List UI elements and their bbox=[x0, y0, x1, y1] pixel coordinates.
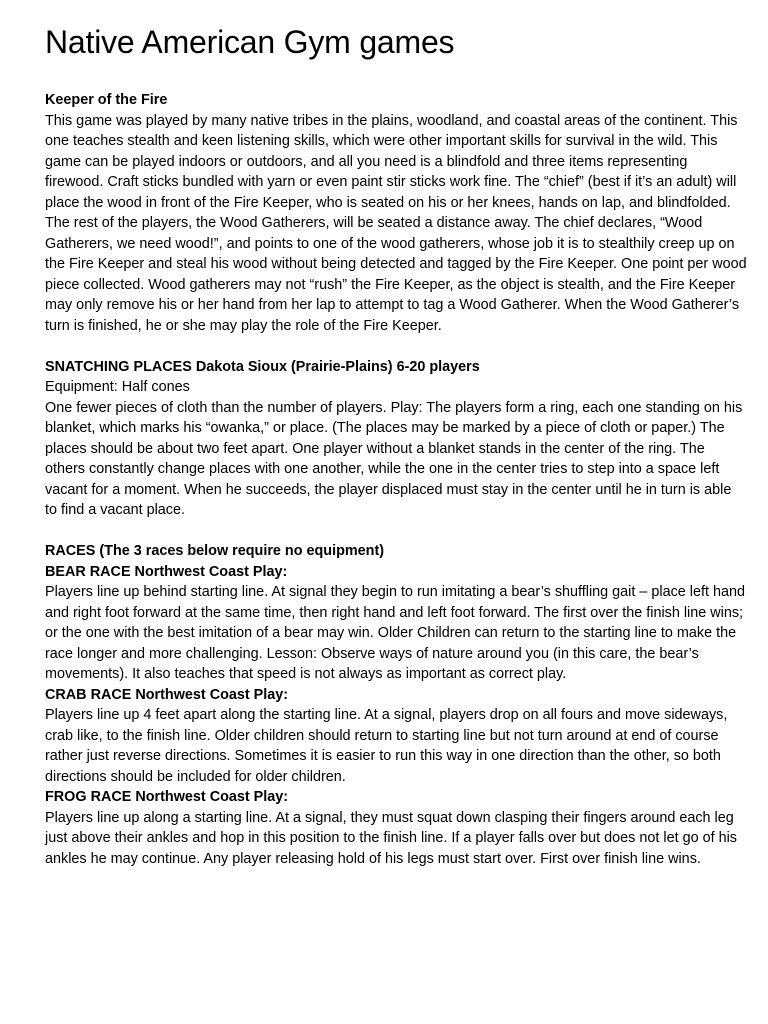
race-heading-frog: FROG RACE Northwest Coast Play: bbox=[45, 789, 289, 805]
section-spacer bbox=[45, 521, 747, 542]
section-keeper-of-the-fire bbox=[45, 90, 747, 336]
section-heading: RACES (The 3 races below require no equipment) bbox=[45, 543, 385, 559]
race-body-bear: Players line up behind starting line. At signal they begin to run imitating a bear’s shuffling gait – place left hand and right foot forward at the same time, then right hand and left foot forward. The first over the finish line wins; or the one with the best imitation of a bear may win. Older Children can return to the starting line to make the race longer and more challenging. Lesson: Observe ways of nature around you (in this care, the bear’s movements). It also teaches that speed is not always as important as correct play. bbox=[45, 584, 745, 682]
equipment-line: Equipment: Half cones bbox=[45, 379, 190, 395]
document-page bbox=[45, 22, 747, 869]
race-heading-crab: CRAB RACE Northwest Coast Play: bbox=[45, 686, 289, 703]
section-snatching-places bbox=[45, 357, 747, 521]
race-body-crab: Players line up 4 feet apart along the starting line. At a signal, players drop on all fours and move sideways, crab like, to the finish line. Older children should return to starting line but not turn around at end of course rather just reverse directions. Sometimes it is easier to run this way in one direction than the other, so both directions should be included for older children. bbox=[45, 707, 728, 785]
section-heading: Keeper of the Fire bbox=[45, 92, 168, 108]
section-spacer bbox=[45, 336, 747, 357]
section-heading: SNATCHING PLACES Dakota Sioux (Prairie-Plains) 6-20 players bbox=[45, 358, 480, 375]
section-body: One fewer pieces of cloth than the number of players. Play: The players form a ring, each one standing on his blanket, which marks his “owanka,” or place. (The places may be marked by a piece of cloth or paper.) The places should be about two feet apart. One player without a blanket stands in the center of the ring. The others constantly change places with one another, while the one in the center tries to step into a space left vacant for a moment. When he succeeds, the player displaced must stay in the center until he in turn is able to find a vacant place. bbox=[45, 399, 743, 518]
section-body: This game was played by many native tribes in the plains, woodland, and coastal areas of the continent. This one teaches stealth and keen listening skills, which were other important skills for survival in the wild. This game can be played indoors or outdoors, and all you need is a blindfold and three items representing firewood. Craft sticks bundled with yarn or even paint stir sticks work fine. The “chief” (best if it’s an adult) will place the wood in front of the Fire Keeper, who is seated on his or her knees, hands on lap, and blindfolded. The rest of the players, the Wood Gatherers, will be seated a distance away. The chief declares, “Wood Gatherers, we need wood!”, and points to one of the wood gatherers, whose job it is to stealthily creep up on the Fire Keeper and steal his wood without being detected and tagged by the Fire Keeper. One point per wood piece collected. Wood gatherers may not “rush” the Fire Keeper, as the object is stealth, and the Fire Keeper may only remove his or her hand from her lap to attempt to tag a Wood Gatherer. When the Wood Gatherer’s turn is finished, he or she may play the role of the Fire Keeper. bbox=[45, 112, 747, 334]
section-races bbox=[45, 541, 747, 869]
race-heading-bear: BEAR RACE Northwest Coast Play: bbox=[45, 563, 288, 580]
document-title: Native American Gym games bbox=[45, 24, 455, 60]
race-body-frog: Players line up along a starting line. At a signal, they must squat down clasping their fingers around each leg just above their ankles and hop in this position to the finish line. If a player falls over but does not let go of his ankles he may continue. Any player releasing hold of his legs must start over. First over finish line wins. bbox=[45, 809, 737, 867]
